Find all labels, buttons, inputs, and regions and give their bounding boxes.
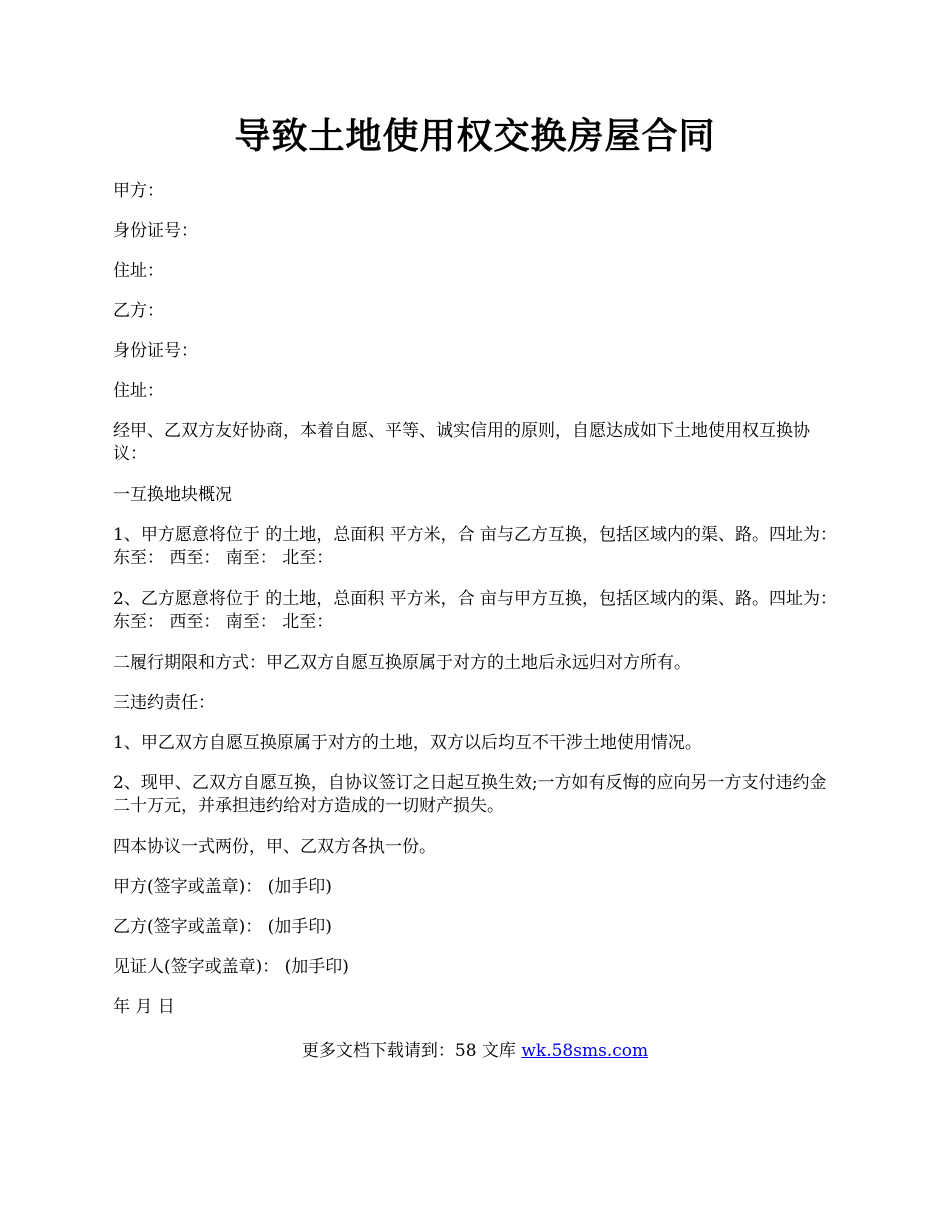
section-heading-3: 三违约责任：	[113, 693, 215, 713]
footer-text: 更多文档下载请到：58 文库	[301, 1041, 522, 1061]
party-a-address-label: 住址：	[113, 261, 164, 281]
footer-link[interactable]: wk.58sms.com	[521, 1041, 649, 1061]
document-title: 导致土地使用权交换房屋合同	[234, 115, 716, 157]
section-heading-1: 一互换地块概况	[113, 485, 232, 505]
date-line: 年 月 日	[113, 997, 175, 1017]
clause-3-2: 2、现甲、乙双方自愿互换，自协议签订之日起互换生效;一方如有反悔的应向另一方支付违约金二十万元，并承担违约给对方造成的一切财产损失。	[113, 773, 827, 816]
clause-3-1: 1、甲乙双方自愿互换原属于对方的土地，双方以后均互不干涉土地使用情况。	[113, 733, 702, 753]
clause-1-1: 1、甲方愿意将位于 的土地，总面积 平方米，合 亩与乙方互换，包括区域内的渠、路。四址为： 东至： 西至： 南至： 北至：	[113, 525, 838, 568]
signature-party-a: 甲方(签字或盖章)： (加手印)	[113, 877, 332, 897]
footer	[0, 1040, 950, 1063]
section-heading-2: 二履行期限和方式：甲乙双方自愿互换原属于对方的土地后永远归对方所有。	[113, 653, 691, 673]
party-a-id-label: 身份证号：	[113, 221, 198, 241]
signature-party-b: 乙方(签字或盖章)： (加手印)	[113, 917, 332, 937]
signature-witness: 见证人(签字或盖章)： (加手印)	[113, 957, 349, 977]
section-heading-4: 四本协议一式两份，甲、乙双方各执一份。	[113, 837, 436, 857]
clause-1-2: 2、乙方愿意将位于 的土地，总面积 平方米，合 亩与甲方互换，包括区域内的渠、路。四址为： 东至： 西至： 南至： 北至：	[113, 589, 838, 632]
party-b-id-label: 身份证号：	[113, 341, 198, 361]
party-b-label: 乙方：	[113, 301, 164, 321]
party-a-label: 甲方：	[113, 181, 164, 201]
party-b-address-label: 住址：	[113, 381, 164, 401]
preamble-paragraph: 经甲、乙双方友好协商，本着自愿、平等、诚实信用的原则，自愿达成如下土地使用权互换协议：	[113, 421, 810, 464]
document-body	[113, 180, 843, 1036]
